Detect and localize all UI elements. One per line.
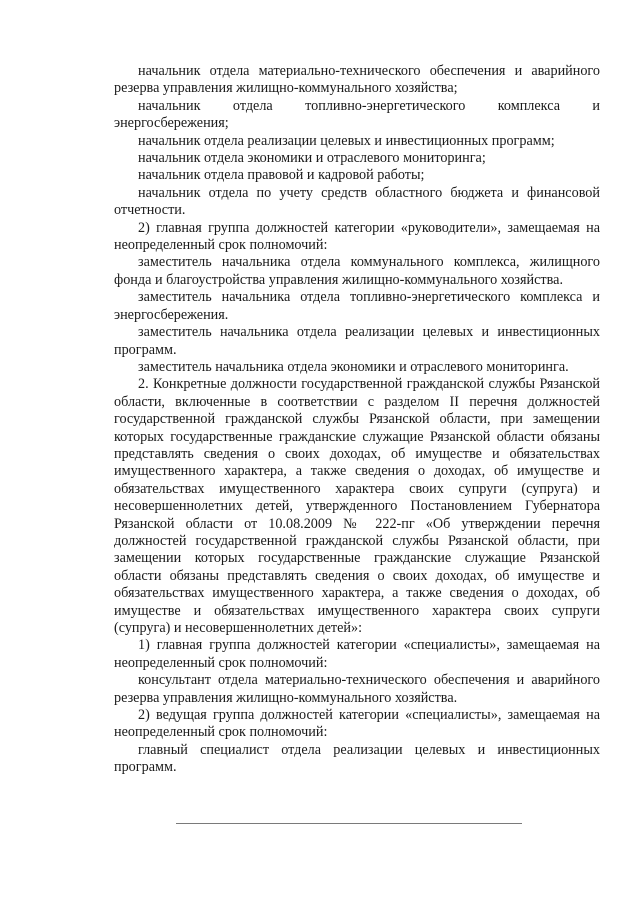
paragraph-deputy-fuel-energy: заместитель начальника отдела топливно-энергетического комплекса и энергосбережения. [114, 289, 600, 323]
paragraph-deputy-communal: заместитель начальника отдела коммунального комплекса, жилищного фонда и благоустройства управления жилищно-коммунального хозяйства. [114, 254, 600, 288]
paragraph-deputy-economics: заместитель начальника отдела экономики и отраслевого мониторинга. [138, 358, 569, 375]
paragraph-deputy-target-programs: заместитель начальника отдела реализации целевых и инвестиционных программ. [114, 324, 600, 358]
document-body [114, 63, 600, 777]
paragraph-head-economics: начальник отдела экономики и отраслевого мониторинга; [138, 150, 486, 167]
paragraph-chief-specialist: главный специалист отдела реализации целевых и инвестиционных программ. [114, 741, 600, 776]
paragraph-group-specialists-leading: 2) ведущая группа должностей категории «специалисты», замещаемая на неопределенный срок полномочий: [114, 707, 600, 741]
paragraph-group-managers: 2) главная группа должностей категории «руководители», замещаемая на неопределенный срок полномочий: [114, 219, 600, 254]
paragraph-consultant: консультант отдела материально-технического обеспечения и аварийного резерва управления жилищно-коммунального хозяйства. [114, 672, 600, 706]
footer-divider-line [176, 823, 522, 824]
paragraph-group-specialists-main: 1) главная группа должностей категории «специалисты», замещаемая на неопределенный срок полномочий: [114, 637, 600, 671]
paragraph-head-fuel-energy: начальник отдела топливно-энергетического комплекса и энергосбережения; [114, 97, 600, 132]
paragraph-head-target-programs: начальник отдела реализации целевых и инвестиционных программ; [138, 132, 555, 149]
paragraph-section-2: 2. Конкретные должности государственной гражданской службы Рязанской области, включенные в соответствии с разделом II перечня должностей государственной гражданской службы Рязанской области, при замещении которых государственные гражданские служащие Рязанской области обязаны представлять сведения о своих доходах, об имуществе и обязательствах имущественного характера, а также сведения о доходах, об имуществе и обязательствах имущественного характера своих супруги (супруга) и несовершеннолетних детей, утвержденного Постановлением Губернатора Рязанской области от 10.08.2009 № 222-пг «Об утверждении перечня должностей государственной гражданской службы Рязанской области, при замещении которых государственные гражданские служащие Рязанской области обязаны представлять сведения о своих доходах, об имуществе и обязательствах имущественного характера, а также сведения о доходах, об имуществе и обязательствах имущественного характера своих супруги (супруга) и несовершеннолетних детей»: [114, 376, 600, 636]
paragraph-head-legal-hr: начальник отдела правовой и кадровой работы; [138, 167, 425, 184]
paragraph-head-material-support: начальник отдела материально-технического обеспечения и аварийного резерва управления жилищно-коммунального хозяйства; [114, 63, 600, 97]
paragraph-head-budget-accounting: начальник отдела по учету средств областного бюджета и финансовой отчетности. [114, 184, 600, 219]
